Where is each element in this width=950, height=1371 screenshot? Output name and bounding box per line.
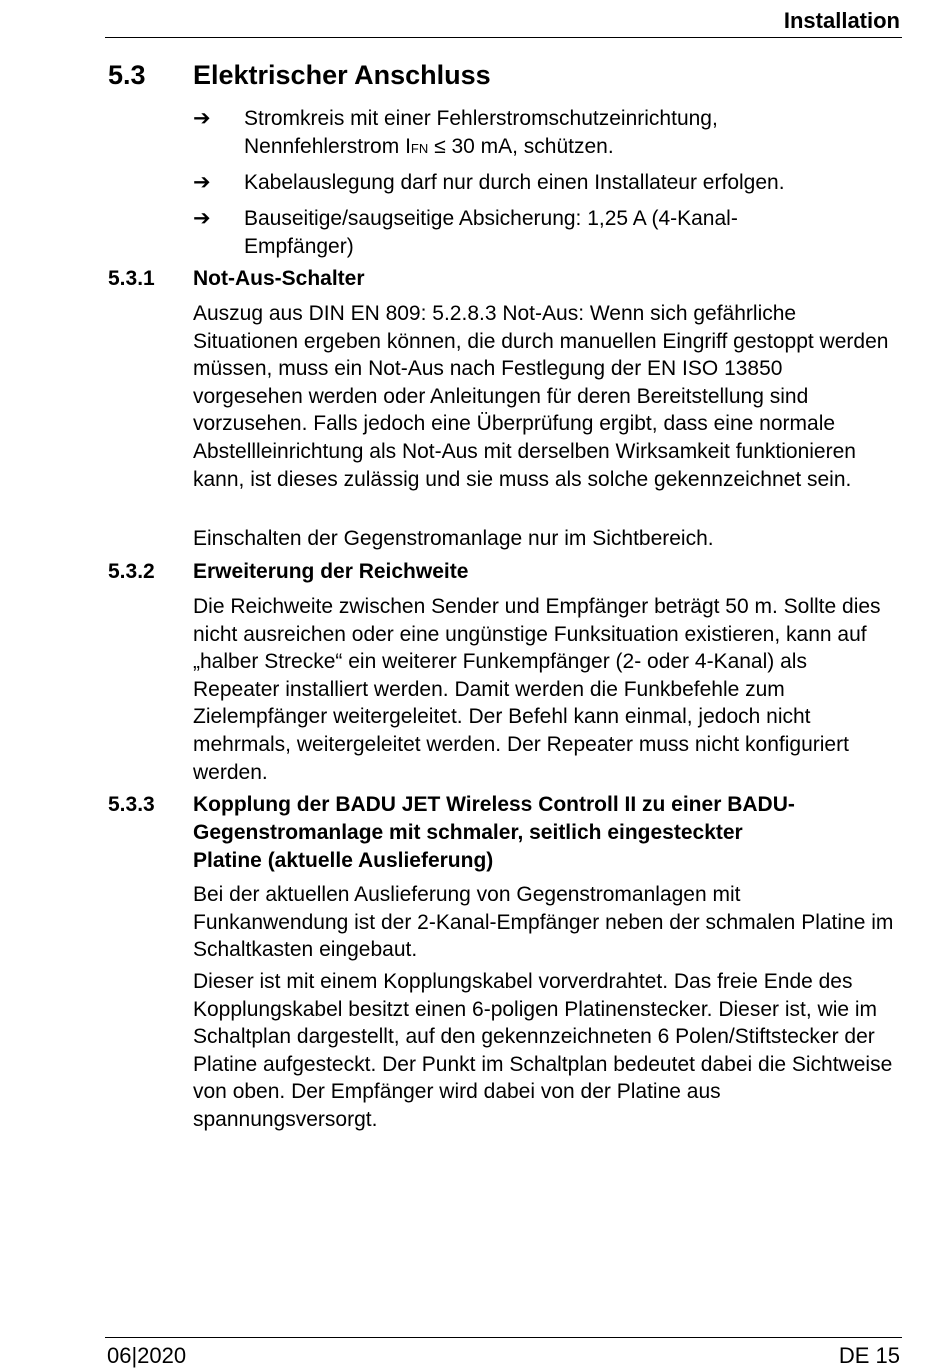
subsection-title: Not-Aus-Schalter — [193, 267, 365, 290]
paragraph: Bei der aktuellen Auslieferung von Gegenstromanlagen mit Funkanwendung ist der 2-Kanal-Empfänger neben der schmalen Platine im Schaltkasten eingebaut. — [193, 883, 894, 962]
paragraph: Dieser ist mit einem Kopplungskabel vorverdrahtet. Das freie Ende des Kopplungskabel besitzt einen 6-poligen Platinenstecker. Dieser ist, wie im Schaltplan dargestellt, auf den gekennzeichneten 6 Polen/Stiftstecker der Platine aufgesteckt. Der Punkt im Schaltplan bedeutet dabei die Sichtweise von oben. Der Empfänger wird dabei von der Platine aus spannungsversorgt. — [193, 970, 893, 1131]
page-footer — [105, 1337, 902, 1371]
section-number: 5.3 — [108, 60, 146, 90]
subsection-number: 5.3.2 — [108, 560, 155, 583]
page-number: DE 15 — [838, 1343, 900, 1368]
arrow-icon: ➔ — [193, 171, 211, 194]
header-title: Installation — [783, 8, 900, 33]
paragraph: Auszug aus DIN EN 809: 5.2.8.3 Not-Aus: Wenn sich gefährliche Situationen ergeben können, die durch manuellen Eingriff gestoppt werden müssen, muss ein Not-Aus nach Festlegung der EN ISO 13850 vorgesehen werden oder Anleitungen für deren Bereitstellung sind vorzusehen. Falls jedoch eine Überprüfung ergibt, dass eine normale Abstellleinrichtung als Not-Aus mit derselben Wirksamkeit funktionieren kann, ist dieses zulässig und sie muss als solche gekennzeichnet sein. — [193, 302, 889, 491]
page-header — [105, 0, 902, 38]
bullet-text: Stromkreis mit einer Fehlerstromschutzeinrichtung, Nennfehlerstrom IFN ≤ 30 mA, schützen. — [244, 107, 718, 158]
footer-date: 06|2020 — [107, 1343, 187, 1368]
subsection-title: Erweiterung der Reichweite — [193, 560, 469, 583]
arrow-icon: ➔ — [193, 107, 211, 130]
subsection-number: 5.3.3 — [108, 793, 155, 816]
subsection-title: Kopplung der BADU JET Wireless Controll II zu einer BADU-Gegenstromanlage mit schmaler, seitlich eingesteckter Platine (aktuelle Auslieferung) — [193, 793, 795, 872]
bullet-text: Bauseitige/saugseitige Absicherung: 1,25 A (4-Kanal-Empfänger) — [244, 207, 738, 258]
paragraph: Einschalten der Gegenstromanlage nur im Sichtbereich. — [193, 527, 714, 550]
bullet-text: Kabelauslegung darf nur durch einen Installateur erfolgen. — [244, 171, 785, 194]
subsection-number: 5.3.1 — [108, 267, 155, 290]
paragraph: Die Reichweite zwischen Sender und Empfänger beträgt 50 m. Sollte dies nicht ausreichen oder eine ungünstige Funksituation existieren, kann auf „halber Strecke“ ein weiterer Funkempfänger (2- oder 4-Kanal) als Repeater installiert werden. Damit werden die Funkbefehle zum Zielempfänger weitergeleitet. Der Befehl kann einmal, jedoch nicht mehrmals, weitergeleitet werden. Der Repeater muss nicht konfiguriert werden. — [193, 595, 881, 784]
arrow-icon: ➔ — [193, 207, 211, 230]
subscript: FN — [410, 141, 429, 156]
section-title: Elektrischer Anschluss — [193, 60, 491, 90]
